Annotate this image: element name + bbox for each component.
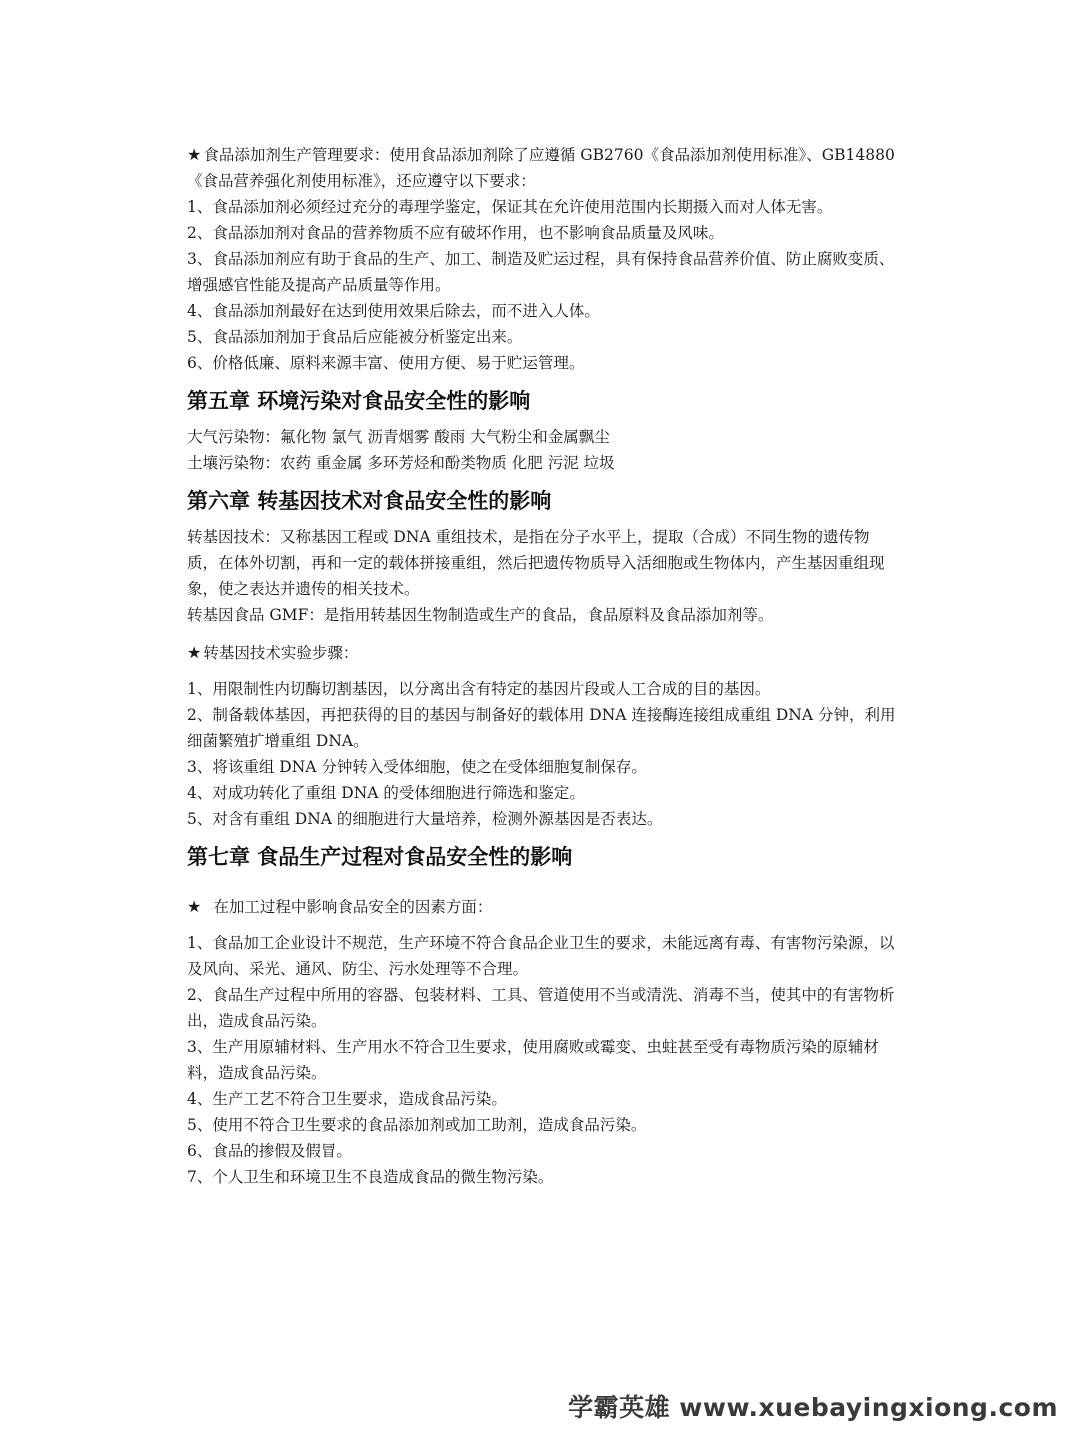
- list-item: 1、食品添加剂必须经过充分的毒理学鉴定，保证其在允许使用范围内长期摄入而对人体无害。: [187, 198, 833, 216]
- list-item: 2、食品生产过程中所用的容器、包装材料、工具、管道使用不当或清洗、消毒不当，使其中的有害物析出，造成食品污染。: [187, 986, 895, 1030]
- chapter5-heading: 第五章 环境污染对食品安全性的影响: [187, 389, 531, 413]
- chapter6-heading: 第六章 转基因技术对食品安全性的影响: [187, 489, 552, 513]
- list-item: 6、食品的掺假及假冒。: [187, 1142, 352, 1160]
- list-item: 1、用限制性内切酶切割基因，以分离出含有特定的基因片段或人工合成的目的基因。: [187, 680, 771, 698]
- document-page: [187, 142, 897, 1190]
- star-icon: ★: [187, 145, 202, 164]
- star-icon: ★: [187, 897, 202, 916]
- transgenic-definition: 转基因技术：又称基因工程或 DNA 重组技术，是指在分子水平上，提取（合成）不同生物的遗传物质，在体外切割，再和一定的载体拼接重组，然后把遗传物质导入活细胞或生物体内，产生基因重组现象，使之表达并遗传的相关技术。: [187, 528, 885, 598]
- gmf-definition: 转基因食品 GMF：是指用转基因生物制造或生产的食品，食品原料及食品添加剂等。: [187, 606, 774, 624]
- list-item: 5、食品添加剂加于食品后应能被分析鉴定出来。: [187, 328, 523, 346]
- air-pollutants-line: 大气污染物：氟化物 氯气 沥青烟雾 酸雨 大气粉尘和金属飘尘: [187, 428, 610, 446]
- list-item: 6、价格低廉、原料来源丰富、使用方便、易于贮运管理。: [187, 354, 585, 372]
- steps-title-text: 转基因技术实验步骤：: [203, 644, 359, 662]
- factors-title-text: 在加工过程中影响食品安全的因素方面：: [213, 898, 493, 916]
- list-item: 4、生产工艺不符合卫生要求，造成食品污染。: [187, 1090, 507, 1108]
- list-item: 2、食品添加剂对食品的营养物质不应有破坏作用，也不影响食品质量及风味。: [187, 224, 724, 242]
- processing-factors-title: [187, 894, 897, 920]
- list-item: 1、食品加工企业设计不规范，生产环境不符合食品企业卫生的要求，未能远离有毒、有害物污染源，以及风向、采光、通风、防尘、污水处理等不合理。: [187, 934, 895, 978]
- additive-requirements-intro: [187, 142, 897, 194]
- list-item: 7、个人卫生和环境卫生不良造成食品的微生物污染。: [187, 1168, 554, 1186]
- list-item: 5、对含有重组 DNA 的细胞进行大量培养，检测外源基因是否表达。: [187, 810, 663, 828]
- chapter7-heading: 第七章 食品生产过程对食品安全性的影响: [187, 845, 573, 869]
- list-item: 3、将该重组 DNA 分钟转入受体细胞，使之在受体细胞复制保存。: [187, 758, 647, 776]
- list-item: 4、对成功转化了重组 DNA 的受体细胞进行筛选和鉴定。: [187, 784, 585, 802]
- additive-intro-text: 食品添加剂生产管理要求：使用食品添加剂除了应遵循 GB2760《食品添加剂使用标准》、GB14880《食品营养强化剂使用标准》，还应遵守以下要求：: [187, 146, 895, 190]
- list-item: 3、生产用原辅材料、生产用水不符合卫生要求，使用腐败或霉变、虫蛀甚至受有毒物质污染的原辅材料，造成食品污染。: [187, 1038, 879, 1082]
- list-item: 4、食品添加剂最好在达到使用效果后除去，而不进入人体。: [187, 302, 600, 320]
- list-item: 3、食品添加剂应有助于食品的生产、加工、制造及贮运过程，具有保持食品营养价值、防止腐败变质、增强感官性能及提高产品质量等作用。: [187, 250, 895, 294]
- soil-pollutants-line: 土壤污染物：农药 重金属 多环芳烃和酚类物质 化肥 污泥 垃圾: [187, 454, 615, 472]
- list-item: 2、制备载体基因，再把获得的目的基因与制备好的载体用 DNA 连接酶连接组成重组 DNA 分钟，利用细菌繁殖扩增重组 DNA。: [187, 706, 896, 750]
- star-icon: ★: [187, 643, 202, 662]
- transgenic-steps-title: [187, 640, 897, 666]
- site-watermark: 学霸英雄 www.xuebayingxiong.com: [568, 1393, 1058, 1422]
- list-item: 5、使用不符合卫生要求的食品添加剂或加工助剂，造成食品污染。: [187, 1116, 647, 1134]
